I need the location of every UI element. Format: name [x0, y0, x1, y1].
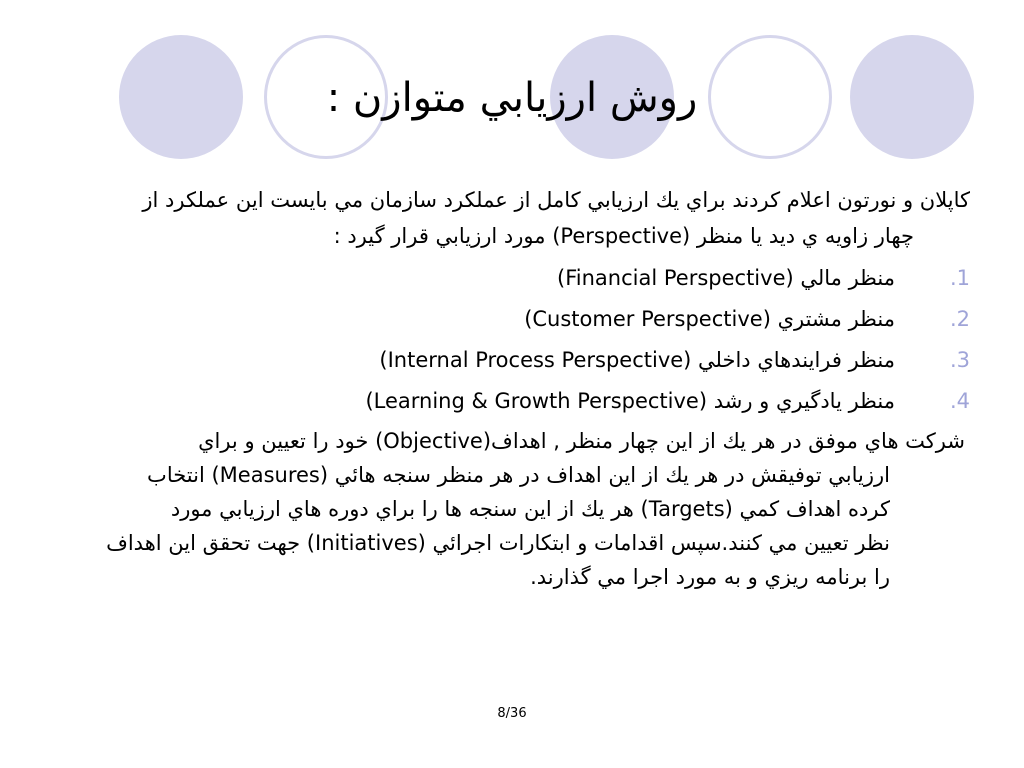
list-item-number: 3.: [949, 348, 970, 372]
list-item: [150, 381, 970, 422]
paragraph-line: ارزيابي توفيقش در هر يك از اين اهداف در هر منظر سنجه هائي (Measures) انتخاب: [147, 463, 890, 487]
list-item-text: منظر مالي (Financial Perspective): [557, 266, 895, 290]
list-item-text: منظر فرايندهاي داخلي (Internal Process Perspective): [379, 348, 895, 372]
perspectives-list: [150, 258, 970, 422]
intro-line: چهار زاويه ي ديد يا منظر (Perspective) مورد ارزيابي قرار گيرد :: [333, 224, 914, 248]
list-item-number: 1.: [949, 266, 970, 290]
paragraph-line: شرکت هاي موفق در هر يك از اين چهار منظر , اهداف(Objective) خود را تعيين و براي: [198, 429, 965, 453]
intro-paragraph: [60, 182, 970, 254]
intro-line: کاپلان و نورتون اعلام کردند براي يك ارزيابي کامل از عملکرد سازمان مي بايست اين عملکرد از: [142, 188, 970, 212]
list-item-number: 4.: [949, 389, 970, 413]
slide-title: روش ارزيابي متوازن :: [326, 75, 698, 121]
list-item-text: منظر يادگيري و رشد (Learning & Growth Perspective): [365, 389, 895, 413]
list-item: [150, 299, 970, 340]
page-number: 8/36: [497, 706, 527, 721]
paragraph-line: کرده اهداف کمي (Targets) هر يك از اين سنجه ها را براي دوره هاي ارزيابي مورد: [170, 497, 890, 521]
list-item: [150, 340, 970, 381]
paragraph-line: نظر تعيين مي کنند.سپس اقدامات و ابتکارات اجرائي (Initiatives) جهت تحقق اين اهداف: [106, 531, 890, 555]
list-item-text: منظر مشتري (Customer Perspective): [524, 307, 895, 331]
body-paragraph: [60, 424, 965, 594]
list-item: [150, 258, 970, 299]
list-item-number: 2.: [949, 307, 970, 331]
paragraph-line: را برنامه ريزي و به مورد اجرا مي گذارند.: [530, 565, 890, 589]
